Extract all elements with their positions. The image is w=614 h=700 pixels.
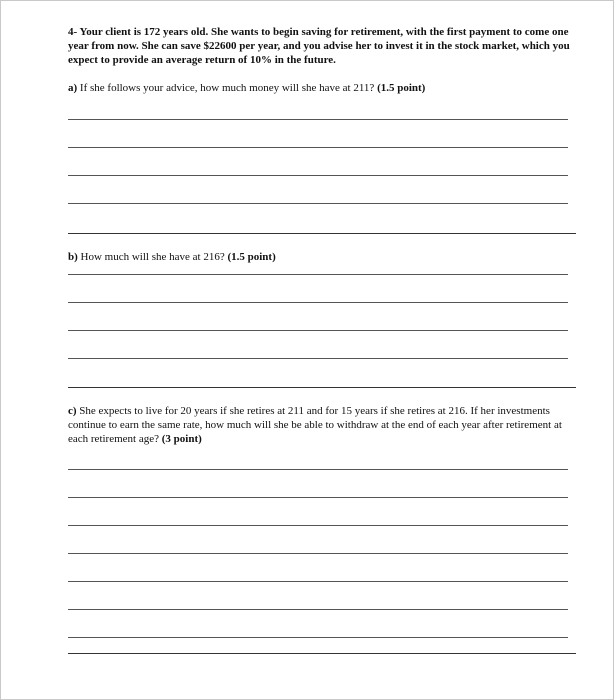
part-b-text: How much will she have at 216? (80, 251, 225, 263)
answer-line[interactable] (68, 581, 568, 582)
part-c-text: She expects to live for 20 years if she retires at 211 and for 15 years if she retires at 216. If her investments continue to earn the same rate, how much will she be able to withdraw at the end of each year after retirement at each retirement age? (68, 405, 562, 445)
part-b-points: (1.5 point) (227, 251, 276, 263)
answer-line[interactable] (68, 175, 568, 176)
question-text: 4- Your client is 172 years old. She wants to begin saving for retirement, with the first payment to come one year from now. She can save $22600 per year, and you advise her to invest it in the stock market, which you expect to provide an average return of 10% in the future. (68, 26, 570, 66)
part-c-prompt (68, 404, 568, 446)
section-divider (68, 653, 576, 654)
answer-line[interactable] (68, 637, 568, 638)
part-a-prompt (68, 81, 425, 95)
answer-line[interactable] (68, 203, 568, 204)
answer-line[interactable] (68, 609, 568, 610)
answer-line[interactable] (68, 147, 568, 148)
answer-line[interactable] (68, 497, 568, 498)
part-b-prompt (68, 250, 276, 264)
part-a-letter: a) (68, 82, 78, 94)
answer-line[interactable] (68, 274, 568, 275)
answer-line[interactable] (68, 119, 568, 120)
answer-line[interactable] (68, 469, 568, 470)
answer-line[interactable] (68, 553, 568, 554)
section-divider (68, 233, 576, 234)
part-c-letter: c) (68, 405, 77, 417)
section-divider (68, 387, 576, 388)
part-a-text: If she follows your advice, how much money will she have at 211? (79, 82, 375, 94)
part-b-letter: b) (68, 251, 78, 263)
answer-line[interactable] (68, 525, 568, 526)
answer-line[interactable] (68, 330, 568, 331)
answer-line[interactable] (68, 302, 568, 303)
part-c-points: (3 point) (161, 433, 202, 445)
answer-line[interactable] (68, 358, 568, 359)
part-a-points: (1.5 point) (377, 82, 426, 94)
